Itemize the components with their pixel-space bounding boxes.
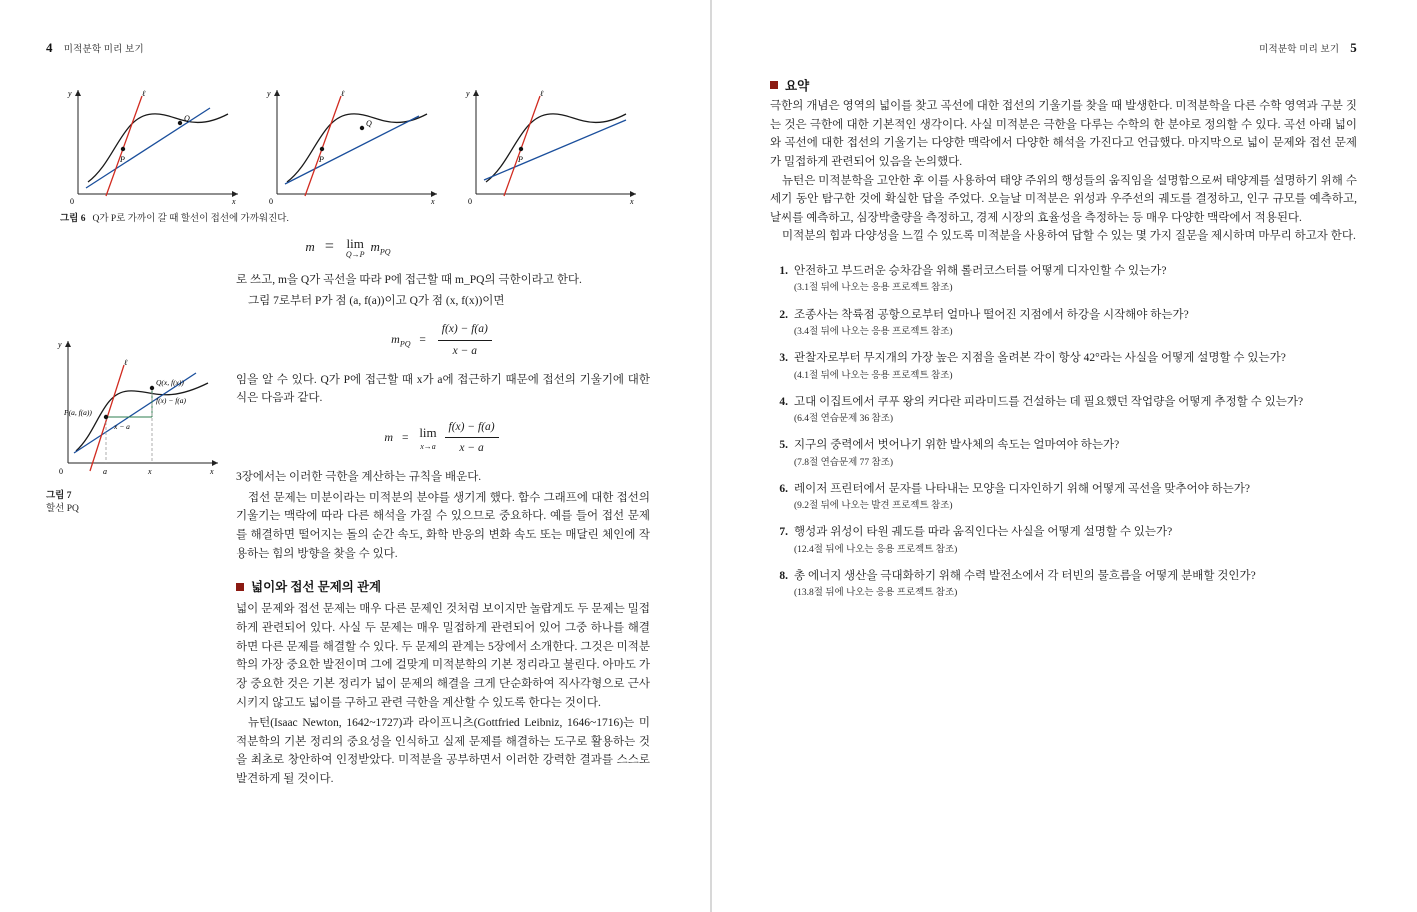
summary-heading bbox=[770, 76, 1357, 94]
svg-text:x − a: x − a bbox=[114, 422, 130, 431]
svg-text:y: y bbox=[267, 89, 271, 98]
running-title-right: 미적분학 미리 보기 bbox=[1259, 45, 1340, 55]
question-reference: (4.1절 뒤에 나오는 응용 프로젝트 참조) bbox=[794, 370, 953, 381]
summary-heading-text: 요약 bbox=[785, 79, 810, 93]
svg-text:a: a bbox=[103, 467, 107, 476]
svg-text:x: x bbox=[630, 197, 634, 204]
summary-body bbox=[770, 97, 1357, 246]
svg-text:x: x bbox=[431, 197, 435, 204]
svg-text:f(x) − f(a): f(x) − f(a) bbox=[156, 396, 187, 405]
svg-text:Q: Q bbox=[366, 119, 372, 128]
question-reference: (3.1절 뒤에 나오는 응용 프로젝트 참조) bbox=[794, 283, 953, 294]
figure-6-panel-1 bbox=[60, 76, 245, 204]
question-text: 지구의 중력에서 벗어나기 위한 발사체의 속도는 얼마여야 하는가? bbox=[794, 439, 1120, 452]
figure-6-caption bbox=[60, 210, 650, 224]
figure-6-panel-3 bbox=[458, 76, 643, 204]
fraction-difference-quotient: $\frac{f(x) - f(a)}{x - a}$ bbox=[438, 320, 492, 360]
svg-text:P: P bbox=[319, 155, 324, 164]
running-title-left: 미적분학 미리 보기 bbox=[63, 45, 144, 55]
svg-text:P(a, f(a)): P(a, f(a)) bbox=[64, 408, 92, 417]
running-head-right bbox=[770, 40, 1357, 56]
figure-6 bbox=[60, 76, 650, 204]
question-reference: (7.8절 연습문제 77 참조) bbox=[794, 457, 894, 468]
figure-7-graph bbox=[46, 331, 224, 483]
paragraph-1: 로 쓰고, m을 Q가 곡선을 따라 P에 접근할 때 m_PQ의 극한이라고 한다. bbox=[236, 274, 582, 286]
question-text: 총 에너지 생산을 극대화하기 위해 수력 발전소에서 각 터빈의 물흐름을 어떻게 분배할 것인가? bbox=[794, 570, 1256, 583]
svg-text:ℓ: ℓ bbox=[341, 89, 345, 98]
list-item bbox=[770, 523, 1357, 558]
svg-text:y: y bbox=[68, 89, 72, 98]
question-text: 행성과 위성이 타원 궤도를 따라 움직인다는 사실을 어떻게 설명할 수 있는가? bbox=[794, 526, 1173, 539]
question-list bbox=[770, 262, 1357, 602]
list-item bbox=[770, 567, 1357, 602]
square-bullet-icon bbox=[236, 583, 244, 591]
running-head-left bbox=[46, 40, 650, 56]
question-reference: (13.8절 뒤에 나오는 응용 프로젝트 참조) bbox=[794, 588, 958, 599]
question-text: 고대 이집트에서 쿠푸 왕의 커다란 피라미드를 건설하는 데 필요했던 작업량을 어떻게 추정할 수 있는가? bbox=[794, 395, 1304, 408]
equation-tangent-slope: m = lim x→a $\frac{f(x) - f(a)}{x - a}$ bbox=[236, 418, 650, 458]
figure-6-label: 그림 6 bbox=[60, 214, 86, 224]
figure-6-panel-2 bbox=[259, 76, 444, 204]
paragraph-5: 접선 문제는 미분이라는 미적분의 분야를 생기게 했다. 함수 그래프에 대한 접선의 기울기는 맥락에 따라 다른 해석을 가질 수 있으므로 중요하다. 예를 들어 접선 문제를 해결하면 떨어지는 돌의 순간 속도, 화학 반응의 변화 속도 또는 매달린 체인에 작용하는 힘의 방향을 찾을 수 있다. bbox=[236, 491, 650, 560]
question-text: 조종사는 착륙점 공항으로부터 얼마나 떨어진 지점에서 하강을 시작해야 하는가? bbox=[794, 308, 1189, 321]
svg-text:ℓ: ℓ bbox=[124, 358, 128, 367]
equation-slope-limit: m = lim Q→P $m_{PQ}$ bbox=[305, 236, 391, 259]
svg-text:0: 0 bbox=[269, 197, 273, 204]
summary-paragraph-1: 극한의 개념은 영역의 넓이를 찾고 곡선에 대한 접선의 기울기를 찾을 때 발생한다. 미적분학을 다른 수학 영역과 구분 짓는 것은 극한에 대한 기본적인 생각이다. 사실 미적분은 극한을 다루는 수학의 한 분야로 정의할 수 있다. 곡선 아래 넓이와 곡선에 대한 접선의 기울기는 다양한 맥락에서 다양한 해석을 가진다고 언급했다. 마지막으로 넓이 문제와 접선 문제가 밀접하게 관련되어 있음을 논의했다. bbox=[770, 100, 1357, 168]
list-item bbox=[770, 306, 1357, 341]
paragraph-3: 임을 알 수 있다. Q가 P에 접근할 때 x가 a에 접근하기 때문에 접선의 기울기에 대한 식은 다음과 같다. bbox=[236, 373, 650, 405]
svg-text:x: x bbox=[232, 197, 236, 204]
question-number: 4. bbox=[779, 395, 788, 408]
summary-paragraph-3: 미적분의 힘과 다양성을 느낄 수 있도록 미적분을 사용하여 답할 수 있는 몇 가지 질문을 제시하며 마무리 하고자 한다. bbox=[782, 230, 1356, 243]
svg-text:0: 0 bbox=[70, 197, 74, 204]
question-reference: (9.2절 뒤에 나오는 발견 프로젝트 참조) bbox=[794, 501, 953, 512]
question-number: 5. bbox=[779, 439, 788, 452]
svg-text:y: y bbox=[58, 340, 62, 349]
list-item bbox=[770, 349, 1357, 384]
page-number-right: 5 bbox=[1350, 40, 1357, 55]
svg-text:y: y bbox=[466, 89, 470, 98]
paragraph-4: 3장에서는 이러한 극한을 계산하는 규칙을 배운다. bbox=[236, 471, 482, 483]
limit-operator-x-to-a: lim x→a bbox=[419, 424, 437, 451]
figure-7-caption-text: 할선 PQ bbox=[46, 503, 79, 514]
section-paragraph-1: 넓이 문제와 접선 문제는 매우 다른 문제인 것처럼 보이지만 놀랍게도 두 문제는 밀접하게 관련되어 있다. 사실 두 문제는 매우 밀접하게 관련되어 있어 그중 하나를 해결하면 다른 문제를 해결할 수 있다. 두 문제의 관계는 5장에서 소개한다. 그것은 미적분학의 가장 중요한 발전이며 그에 걸맞게 미적분학의 기본 정리라고 불린다. 아마도 가장 중요한 것은 기본 정리가 넓이 문제의 해결을 크게 단순화하여 직사각형으로 근사시키지 않고도 넓이를 구하고 관련 극한을 계산할 수 있도록 한다는 것이다. bbox=[236, 603, 650, 709]
svg-text:0: 0 bbox=[59, 467, 63, 476]
figure-7 bbox=[46, 331, 226, 516]
svg-text:0: 0 bbox=[468, 197, 472, 204]
question-number: 1. bbox=[779, 265, 788, 277]
svg-text:Q(x, f(x)): Q(x, f(x)) bbox=[156, 378, 184, 387]
left-body-area bbox=[46, 271, 650, 789]
question-text: 레이저 프린터에서 문자를 나타내는 모양을 디자인하기 위해 어떻게 곡선을 맞추어야 하는가? bbox=[794, 482, 1250, 495]
question-number: 2. bbox=[779, 308, 788, 321]
figure-7-caption bbox=[46, 490, 226, 516]
svg-text:ℓ: ℓ bbox=[540, 89, 544, 98]
list-item bbox=[770, 262, 1357, 297]
question-reference: (12.4절 뒤에 나오는 응용 프로젝트 참조) bbox=[794, 544, 958, 555]
question-number: 3. bbox=[779, 352, 788, 365]
list-item bbox=[770, 480, 1357, 515]
page-number-left: 4 bbox=[46, 40, 53, 55]
svg-text:x: x bbox=[210, 467, 214, 476]
figure-6-caption-text: Q가 P로 가까이 갈 때 할선이 접선에 가까워진다. bbox=[92, 214, 289, 224]
fraction-difference-quotient-2: $\frac{f(x) - f(a)}{x - a}$ bbox=[445, 418, 499, 458]
svg-text:x: x bbox=[148, 467, 152, 476]
question-reference: (6.4절 연습문제 36 참조) bbox=[794, 414, 894, 425]
square-bullet-icon bbox=[770, 81, 778, 89]
question-text: 관찰자로부터 무지개의 가장 높은 지점을 올려본 각이 항상 42°라는 사실을 어떻게 설명할 수 있는가? bbox=[794, 352, 1286, 365]
question-text: 안전하고 부드러운 승차감을 위해 롤러코스터를 어떻게 디자인할 수 있는가? bbox=[794, 265, 1167, 277]
left-text-column bbox=[236, 271, 650, 789]
summary-paragraph-2: 뉴턴은 미적분학을 고안한 후 이를 사용하여 태양 주위의 행성들의 움직임을 설명함으로써 태양계를 설명하기 위해 수 세기 동안 탐구한 것에 확실한 답을 주었다. 오늘날 미적분은 위성과 우주선의 궤도를 결정하고, 인구 규모를 예측하고, 날씨를 예측하고, 심장박출량을 측정하고, 경제 시장의 효율성을 측정하는 등 매우 다양한 맥락에서 적용된다. bbox=[770, 174, 1357, 224]
svg-text:ℓ: ℓ bbox=[142, 89, 146, 98]
paragraph-2: 그림 7로부터 P가 점 (a, f(a))이고 Q가 점 (x, f(x))이면 bbox=[248, 294, 505, 307]
question-number: 8. bbox=[779, 570, 788, 583]
section-heading-text: 넓이와 접선 문제의 관계 bbox=[251, 580, 382, 595]
section-heading-area-tangent bbox=[236, 577, 650, 597]
figure-7-label: 그림 7 bbox=[46, 491, 72, 501]
question-number: 7. bbox=[779, 526, 788, 539]
list-item bbox=[770, 436, 1357, 471]
right-page bbox=[710, 0, 1417, 912]
section-paragraph-2: 뉴턴(Isaac Newton, 1642~1727)과 라이프니츠(Gottfried Leibniz, 1646~1716)는 미적분학의 기본 정리의 중요성을 인식하고 실제 문제를 해결하는 도구로 활용하는 것을 최초로 창안하여 인정받았다. 미적분을 공부하면서 이러한 강력한 결과를 스스로 발견하게 될 것이다. bbox=[236, 717, 650, 785]
svg-text:P: P bbox=[518, 155, 523, 164]
limit-operator: lim Q→P bbox=[345, 236, 365, 259]
svg-text:P: P bbox=[120, 155, 125, 164]
question-number: 6. bbox=[779, 482, 788, 495]
question-reference: (3.4절 뒤에 나오는 응용 프로젝트 참조) bbox=[794, 326, 953, 337]
equation-secant-slope: $m_{PQ}$ = $\frac{f(x) - f(a)}{x - a}$ bbox=[236, 320, 650, 360]
list-item bbox=[770, 393, 1357, 428]
svg-text:Q: Q bbox=[184, 114, 190, 123]
